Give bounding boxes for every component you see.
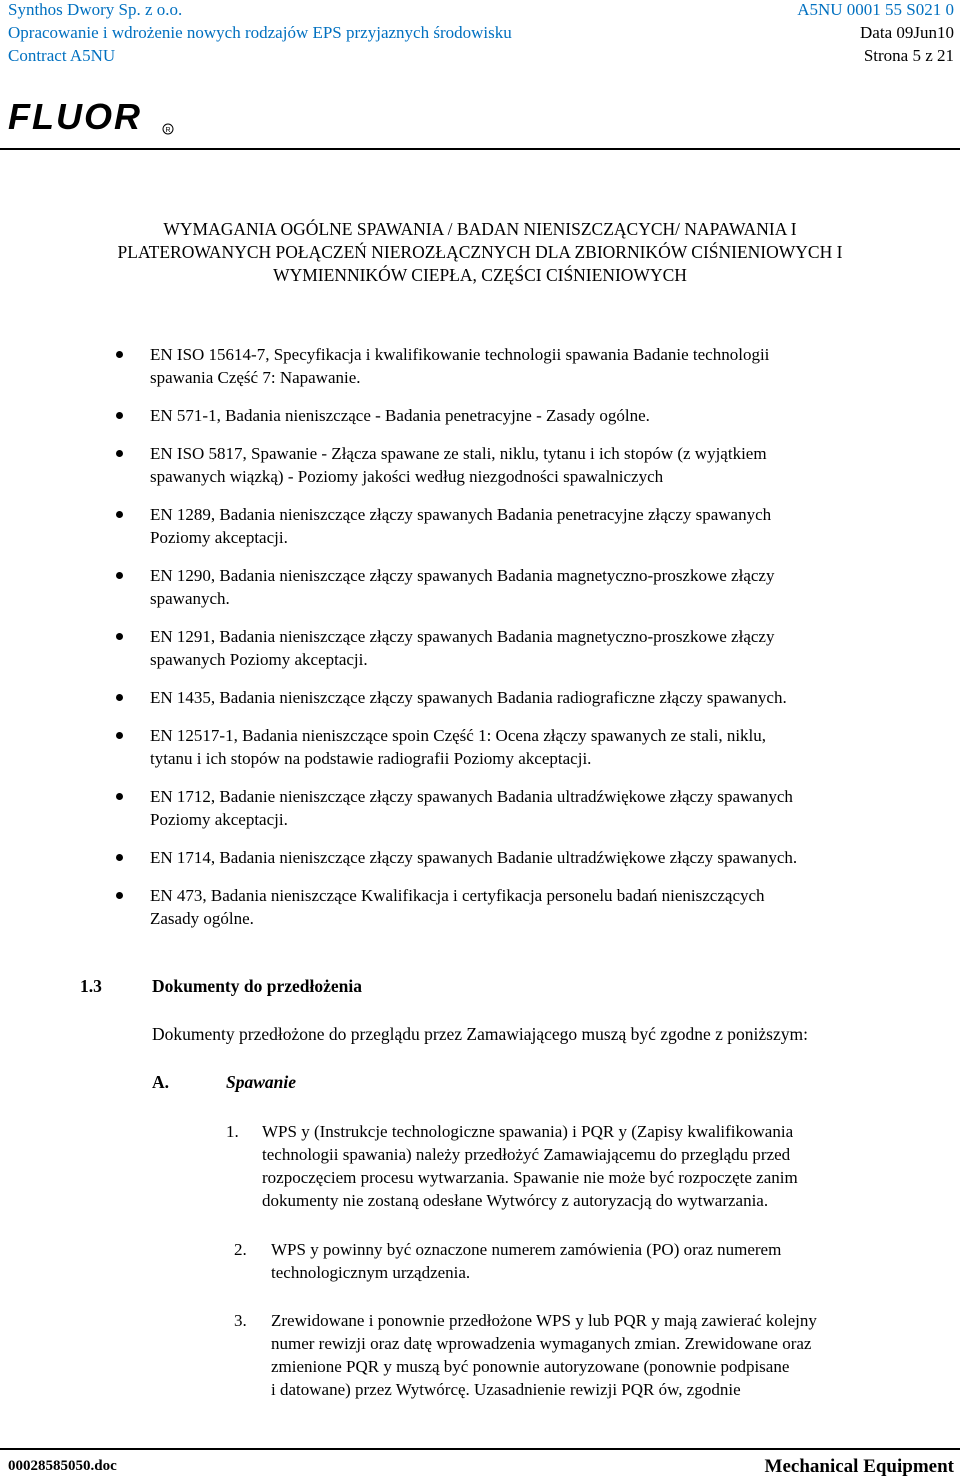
item-line: WPS y powinny być oznaczone numerem zamówienia (PO) oraz numerem [271,1240,782,1259]
section-title: Dokumenty do przedłożenia [152,976,362,996]
standard-text: EN 1712, Badanie nieniszczące złączy spawanych Badania ultradźwiękowe złączy spawanych [150,787,793,806]
standard-text: spawanych wiązką) - Poziomy jakości według niezgodności spawalniczych [150,467,664,486]
bullet-icon [116,572,123,579]
standard-text: EN ISO 15614-7, Specyfikacja i kwalifikowanie technologii spawania Badanie technologii [150,345,770,364]
title-line: PLATEROWANYCH POŁĄCZEŃ NIEROZŁĄCZNYCH DLA ZBIORNIKÓW CIŚNIENIOWYCH I [117,242,843,262]
section-intro: Dokumenty przedłożone do przeglądu przez Zamawiającego muszą być zgodne z poniższym: [152,1024,808,1044]
standard-text: EN 12517-1, Badania nieniszczące spoin Część 1: Ocena złączy spawanych ze stali, niklu, [150,726,767,745]
standard-text: EN 1291, Badania nieniszczące złączy spawanych Badania magnetyczno-proszkowe złączy [150,627,775,646]
document-title [0,218,960,287]
standard-item [116,686,946,709]
bullet-icon [116,412,123,419]
item-line: numer rewizji oraz datę wprowadzenia wymaganych zmian. Zrewidowane oraz [271,1334,812,1353]
standard-item [116,564,946,610]
item-line: rozpoczęciem procesu wytwarzania. Spawanie nie może być rozpoczęte zanim [262,1168,798,1187]
item-line: technologicznym urządzenia. [271,1263,471,1282]
standard-text: EN 1435, Badania nieniszczące złączy spawanych Badania radiograficzne złączy spawanych. [150,688,787,707]
item-line: WPS y (Instrukcje technologiczne spawania) i PQR y (Zapisy kwalifikowania [262,1122,794,1141]
standard-item [116,785,946,831]
standard-text: EN 473, Badania nieniszczące Kwalifikacja i certyfikacja personelu badań nieniszczących [150,886,765,905]
item-line: dokumenty nie zostaną odesłane Wytwórcy z autoryzacją do wytwarzania. [262,1191,769,1210]
item-line: technologii spawania) należy przedłożyć Zamawiającemu do przeglądu przed [262,1145,791,1164]
company-name: Synthos Dwory Sp. z o.o. [8,0,183,19]
item-text [262,1120,798,1212]
standard-item [116,343,946,389]
standard-text: EN ISO 5817, Spawanie - Złącza spawane ze stali, niklu, tytanu i ich stopów (z wyjątkiem [150,444,767,463]
standard-item [116,625,946,671]
footer-divider [0,1448,960,1450]
item-text [271,1309,817,1401]
standard-item [116,884,946,930]
page-number: Strona 5 z 21 [863,46,954,65]
bullet-icon [116,511,123,518]
subsection-title: Spawanie [226,1072,297,1092]
standard-text: Zasady ogólne. [150,909,254,928]
standard-item [116,404,946,427]
standard-text: EN 1290, Badania nieniszczące złączy spawanych Badania magnetyczno-proszkowe złączy [150,566,775,585]
registered-mark-text: R [165,127,171,134]
fluor-logo [8,98,178,143]
standards-list [116,343,946,945]
title-line: WYMAGANIA OGÓLNE SPAWANIA / BADAN NIENISZCZĄCYCH/ NAPAWANIA I [163,219,797,239]
header-divider [0,148,960,150]
bullet-icon [116,351,123,358]
standard-text: spawanych Poziomy akceptacji. [150,650,368,669]
item-number: 1. [226,1122,239,1141]
standard-item [116,442,946,488]
standard-text: Poziomy akceptacji. [150,810,288,829]
standard-text: EN 1714, Badania nieniszczące złączy spawanych Badanie ultradźwiękowe złączy spawanych. [150,848,798,867]
footer-category: Mechanical Equipment [764,1456,954,1477]
project-title: Opracowanie i wdrożenie nowych rodzajów EPS przyjaznych środowisku [8,23,512,42]
item-line: zmienione PQR y muszą być ponownie autoryzowane (ponownie podpisane [271,1357,790,1376]
bullet-icon [116,793,123,800]
item-line: i datowane) przez Wytwórcę. Uzasadnienie rewizji PQR ów, zgodnie [271,1380,741,1399]
standard-text: EN 571-1, Badania nieniszczące - Badania penetracyjne - Zasady ogólne. [150,406,650,425]
bullet-icon [116,732,123,739]
standard-text: spawania Część 7: Napawanie. [150,368,361,387]
bullet-icon [116,694,123,701]
bullet-icon [116,854,123,861]
standard-text: spawanych. [150,589,230,608]
title-line: WYMIENNIKÓW CIEPŁA, CZĘŚCI CIŚNIENIOWYCH [273,265,687,285]
item-number: 2. [234,1240,247,1259]
standard-item [116,846,946,869]
bullet-icon [116,633,123,640]
item-text [271,1238,781,1284]
bullet-icon [116,450,123,457]
logo-text: FLUOR [8,98,142,137]
standard-text: Poziomy akceptacji. [150,528,288,547]
section-number: 1.3 [80,976,102,996]
contract-number: Contract A5NU [8,46,116,65]
item-line: Zrewidowane i ponownie przedłożone WPS y lub PQR y mają zawierać kolejny [271,1311,817,1330]
standard-item [116,724,946,770]
subsection-letter: A. [152,1072,170,1092]
bullet-icon [116,892,123,899]
item-number: 3. [234,1311,247,1330]
standard-item [116,503,946,549]
document-date: Data 09Jun10 [860,23,954,42]
footer-doc-id: 00028585050.doc [8,1458,117,1474]
document-number: A5NU 0001 55 S021 0 [797,0,954,19]
standard-text: EN 1289, Badania nieniszczące złączy spawanych Badania penetracyjne złączy spawanych [150,505,772,524]
standard-text: tytanu i ich stopów na podstawie radiografii Poziomy akceptacji. [150,749,592,768]
